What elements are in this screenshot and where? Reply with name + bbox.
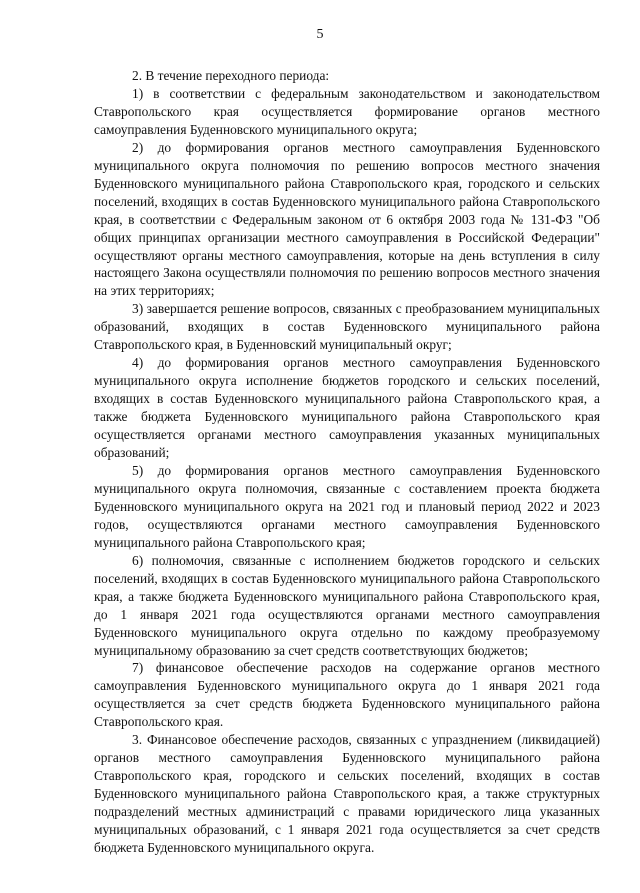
paragraph-item-6: 6) полномочия, связанные с исполнением бюджетов городского и сельских поселений, входящих в состав Буденновского муниципального района Ставропольского края, а также бюджета Буденновского муниципального района Ставропольского края, до 1 января 2021 года осуществляются органами местного самоуправления Буденновского муниципального округа отдельно по каждому преобразуемому муниципальному образованию за счет средств соответствующих бюджетов; xyxy=(94,552,600,658)
paragraph-item-5: 5) до формирования органов местного самоуправления Буденновского муниципального округа полномочия, связанные с составлением проекта бюджета Буденновского муниципального округа на 2021 год и плановый период 2022 и 2023 годов, осуществляются органами местного самоуправления Буденновского муниципального района Ставропольского края; xyxy=(94,462,600,550)
paragraph-item-4: 4) до формирования органов местного самоуправления Буденновского муниципального округа исполнение бюджетов городского и сельских поселений, входящих в состав Буденновского муниципального района Ставропольского края, а также бюджета Буденновского муниципального района Ставропольского края осуществляется органами местного самоуправления указанных муниципальных образований; xyxy=(94,355,600,461)
paragraph-item-3: 3) завершается решение вопросов, связанных с преобразованием муниципальных образований, входящих в состав Буденновского муниципального района Ставропольского края, в Буденновский муниципальный округ; xyxy=(94,301,600,353)
paragraph-item-7: 7) финансовое обеспечение расходов на содержание органов местного самоуправления Буденновского муниципального округа до 1 января 2021 года осуществляется за счет средств бюджета Буденновского муниципального района Ставропольского края. xyxy=(94,660,600,730)
paragraph-item-2: 2) до формирования органов местного самоуправления Буденновского муниципального округа полномочия по решению вопросов местного значения Буденновского муниципального района Ставропольского края, городского и сельских поселений, входящих в состав Буденновского муниципального района Ставропольского края, в соответствии с Федеральным законом от 6 октября 2003 года № 131-ФЗ "Об общих принципах организации местного самоуправления в Российской Федерации" осуществляют органы местного самоуправления, которые на день вступления в силу настоящего Закона осуществляли полномочия по решению вопросов местного значения на этих территориях; xyxy=(94,139,600,299)
document-body xyxy=(94,67,600,857)
paragraph-item-1: 1) в соответствии с федеральным законодательством и законодательством Ставропольского края осуществляется формирование органов местного самоуправления Буденновского муниципального округа; xyxy=(94,85,600,137)
page-number: 5 xyxy=(316,27,324,42)
paragraph-transition-period: 2. В течение переходного периода: xyxy=(132,68,330,83)
paragraph-section-3: 3. Финансовое обеспечение расходов, связанных с упразднением (ликвидацией) органов местного самоуправления Буденновского муниципального района Ставропольского края, городского и сельских поселений, входящих в состав Буденновского муниципального района Ставропольского края, а также структурных подразделений местных администраций с правами юридического лица указанных муниципальных образований, с 1 января 2021 года осуществляется за счет средств бюджета Буденновского муниципального округа. xyxy=(94,732,600,855)
